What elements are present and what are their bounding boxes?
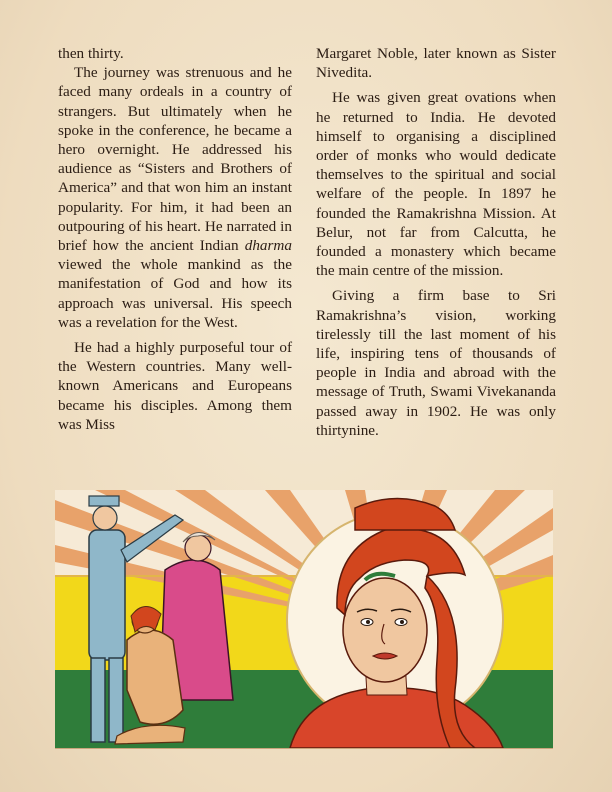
- vivekananda-illustration: [55, 490, 553, 749]
- left-paragraph-1: then thirty.: [58, 45, 124, 62]
- right-text-column: [316, 44, 556, 440]
- left-text-column: [58, 44, 292, 434]
- right-paragraph-2: He was given great ovations when he returned to India. He devoted himself to organising a disciplined order of monks who would dedicate themselves to the spiritual and social welfare of the people. In 1897 he founded the Ramakrishna Mission. At Belur, not far from Calcutta, he founded a monastery which became the main centre of the mission.: [316, 89, 556, 280]
- right-paragraph-1: Margaret Noble, later known as Sister Nivedita.: [316, 45, 556, 82]
- illustration-svg: [55, 490, 553, 748]
- dharma-italic: dharma: [244, 237, 292, 255]
- left-paragraph-2: The journey was strenuous and he faced many ordeals in a country of strangers. But ultimately when he spoke in the conference, he became a hero overnight. He addressed his audience as “Sisters and Brothers of America” and that won him an instant popularity. For him, it had been an outpouring of his heart. He narrated in brief how the ancient Indian dharma viewed the whole mankind as the manifestation of God and how its approach was universal. His speech was a revelation for the West.: [58, 64, 292, 331]
- right-paragraph-3: Giving a firm base to Sri Ramakrishna’s vision, working tirelessly till the last moment of his life, inspiring tens of thousands of people in India and abroad with the message of Truth, Swami Vivekananda passed away in 1902. He was only thirtynine.: [316, 287, 556, 439]
- left-paragraph-3: He had a highly purposeful tour of the Western countries. Many well-known Americans and Europeans became his disciples. Among them was Miss: [58, 339, 292, 433]
